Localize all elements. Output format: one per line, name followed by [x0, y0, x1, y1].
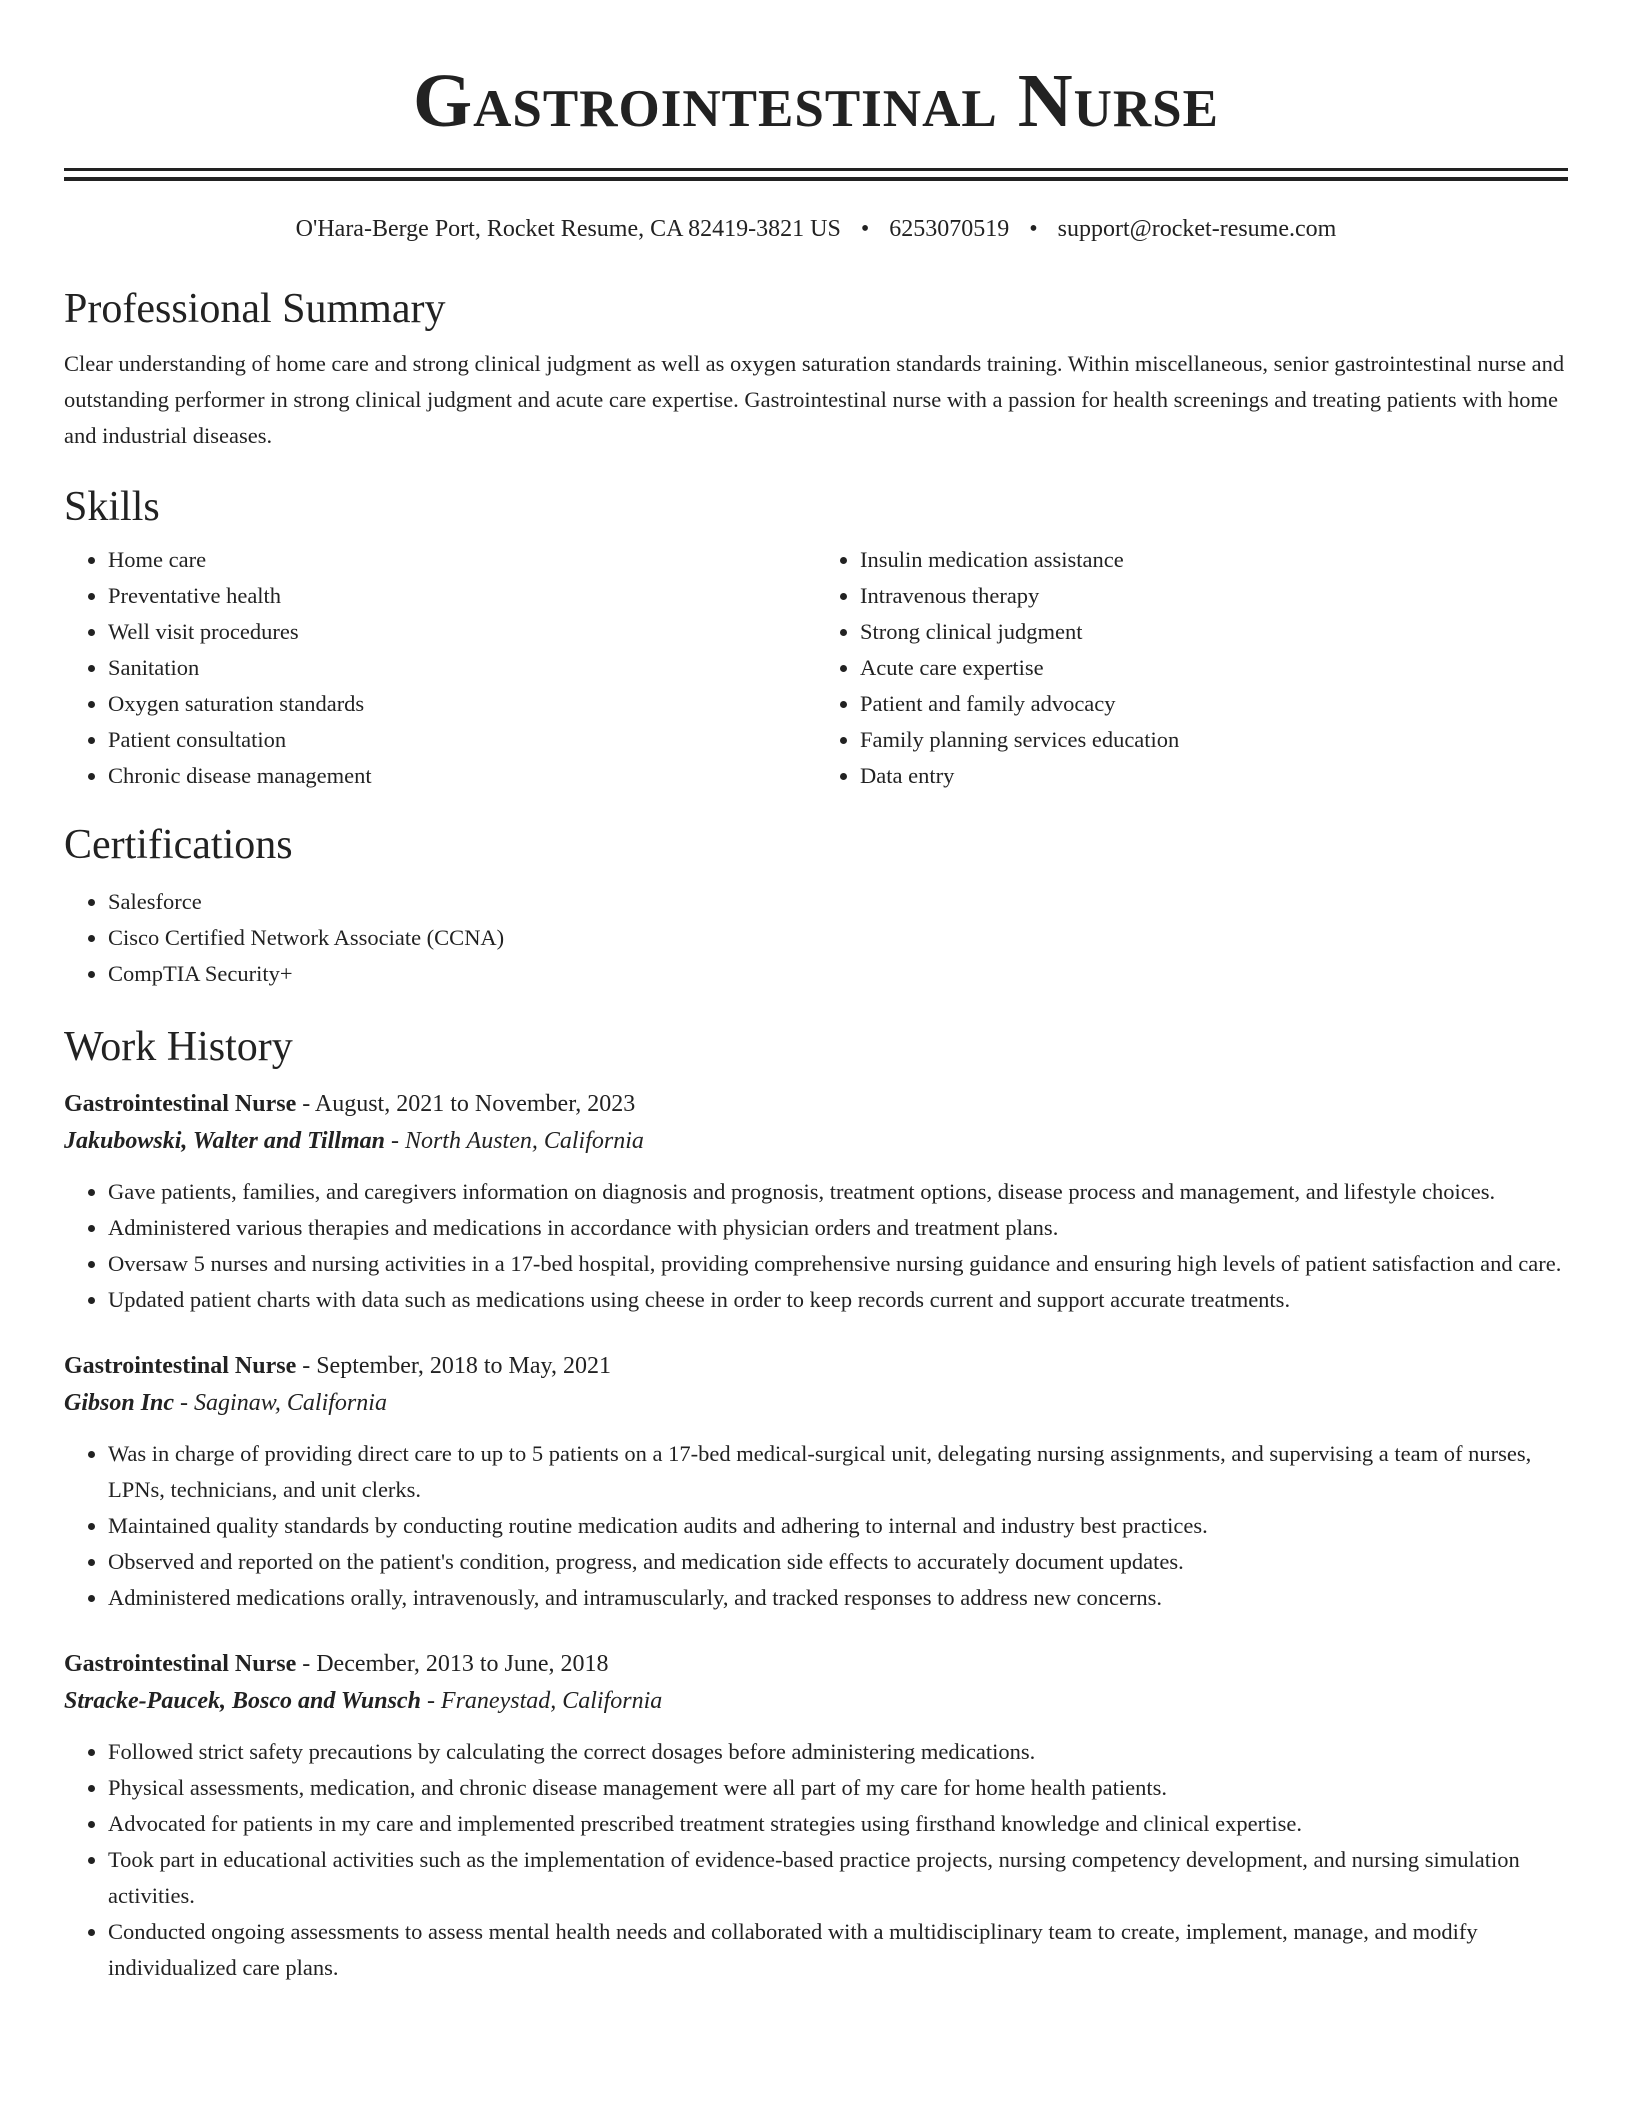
contact-email: support@rocket-resume.com: [1057, 216, 1337, 242]
job-dates: - August, 2021 to November, 2023: [296, 1091, 636, 1117]
job-dates: - September, 2018 to May, 2021: [296, 1353, 611, 1379]
job-bullet: • Advocated for patients in my care and implemented prescribed treatment strategies using firsthand knowledge and clinical expertise.: [108, 1806, 1568, 1842]
skill-item: • Intravenous therapy: [860, 578, 1568, 614]
certification-item: • Salesforce: [108, 884, 1568, 920]
job-bullets: [64, 1734, 1568, 1986]
job-company-line: [64, 1122, 1568, 1160]
work-history-section: [64, 1022, 1568, 1986]
job-company: Stracke-Paucek, Bosco and Wunsch: [64, 1688, 421, 1714]
page-title: Gastrointestinal Nurse: [413, 59, 1219, 143]
certifications-heading: Certifications: [64, 822, 293, 868]
skill-item: • Strong clinical judgment: [860, 614, 1568, 650]
job-title-line: [64, 1646, 1568, 1682]
skill-item: • Insulin medication assistance: [860, 542, 1568, 578]
job-entry: [64, 1348, 1568, 1616]
job-location: - Saginaw, California: [174, 1390, 387, 1416]
skill-item: • Chronic disease management: [108, 758, 816, 794]
job-bullet: • Observed and reported on the patient's condition, progress, and medication side effects to accurately document updates.: [108, 1544, 1568, 1580]
job-company: Gibson Inc: [64, 1390, 175, 1416]
certification-item: • CompTIA Security+: [108, 956, 1568, 992]
job-company: Jakubowski, Walter and Tillman: [64, 1128, 385, 1154]
job-bullet: • Maintained quality standards by conducting routine medication audits and adhering to internal and industry best practices.: [108, 1508, 1568, 1544]
job-bullet: • Took part in educational activities such as the implementation of evidence-based practice projects, nursing competency development, and nursing simulation activities.: [108, 1842, 1568, 1914]
job-bullet: • Conducted ongoing assessments to assess mental health needs and collaborated with a multidisciplinary team to create, implement, manage, and modify individualized care plans.: [108, 1914, 1568, 1986]
contact-separator: •: [860, 216, 870, 242]
job-bullet: • Was in charge of providing direct care to up to 5 patients on a 17-bed medical-surgical unit, delegating nursing assignments, and supervising a team of nurses, LPNs, technicians, and unit clerks.: [108, 1436, 1568, 1508]
skill-item: • Oxygen saturation standards: [108, 686, 816, 722]
job-company-line: [64, 1384, 1568, 1422]
job-title: Gastrointestinal Nurse: [64, 1353, 297, 1379]
skills-list-right: [816, 542, 1568, 794]
contact-line: [64, 214, 1568, 244]
job-location: - Franeystad, California: [420, 1688, 663, 1714]
skill-item: • Family planning services education: [860, 722, 1568, 758]
skills-section: [64, 482, 1568, 794]
job-bullet: • Followed strict safety precautions by calculating the correct dosages before administering medications.: [108, 1734, 1568, 1770]
summary-heading: Professional Summary: [64, 286, 446, 332]
contact-phone: 6253070519: [889, 216, 1010, 242]
job-bullet: • Physical assessments, medication, and chronic disease management were all part of my care for home health patients.: [108, 1770, 1568, 1806]
job-dates: - December, 2013 to June, 2018: [296, 1651, 609, 1677]
job-title-line: [64, 1086, 1568, 1122]
skills-columns: [64, 542, 1568, 794]
certification-item: • Cisco Certified Network Associate (CCNA): [108, 920, 1568, 956]
skill-item: • Patient consultation: [108, 722, 816, 758]
job-entry: [64, 1086, 1568, 1318]
skills-heading: Skills: [64, 484, 160, 530]
job-title-line: [64, 1348, 1568, 1384]
job-company-line: [64, 1682, 1568, 1720]
summary-section: [64, 284, 1568, 454]
job-bullet: • Updated patient charts with data such as medications using cheese in order to keep records current and support accurate treatments.: [108, 1282, 1568, 1318]
job-title: Gastrointestinal Nurse: [64, 1651, 297, 1677]
job-bullet: • Gave patients, families, and caregivers information on diagnosis and prognosis, treatment options, disease process and management, and lifestyle choices.: [108, 1174, 1568, 1210]
skills-list-left: [64, 542, 816, 794]
skill-item: • Patient and family advocacy: [860, 686, 1568, 722]
job-entry: [64, 1646, 1568, 1986]
job-bullet: • Administered various therapies and medications in accordance with physician orders and treatment plans.: [108, 1210, 1568, 1246]
job-location: - North Austen, California: [384, 1128, 644, 1154]
summary-text: Clear understanding of home care and strong clinical judgment as well as oxygen saturation standards training. Within miscellaneous, senior gastrointestinal nurse and outstanding performer in strong clinical judgment and acute care expertise. Gastrointestinal nurse with a passion for health screenings and treating patients with home and industrial diseases.: [64, 351, 1565, 448]
skill-item: • Acute care expertise: [860, 650, 1568, 686]
job-bullets: [64, 1436, 1568, 1616]
job-bullet: • Administered medications orally, intravenously, and intramuscularly, and tracked responses to address new concerns.: [108, 1580, 1568, 1616]
contact-address: O'Hara-Berge Port, Rocket Resume, CA 82419-3821 US: [295, 216, 841, 242]
certifications-list: [64, 884, 1568, 992]
certifications-section: [64, 820, 1568, 992]
job-bullets: [64, 1174, 1568, 1318]
contact-separator: •: [1029, 216, 1038, 242]
job-title: Gastrointestinal Nurse: [64, 1091, 297, 1117]
skill-item: • Home care: [108, 542, 816, 578]
skill-item: • Preventative health: [108, 578, 816, 614]
skill-item: • Data entry: [860, 758, 1568, 794]
skill-item: • Well visit procedures: [108, 614, 816, 650]
skill-item: • Sanitation: [108, 650, 816, 686]
title-divider: [64, 168, 1568, 181]
job-bullet: • Oversaw 5 nurses and nursing activities in a 17-bed hospital, providing comprehensive nursing guidance and ensuring high levels of patient satisfaction and care.: [108, 1246, 1568, 1282]
work-history-heading: Work History: [64, 1024, 293, 1070]
